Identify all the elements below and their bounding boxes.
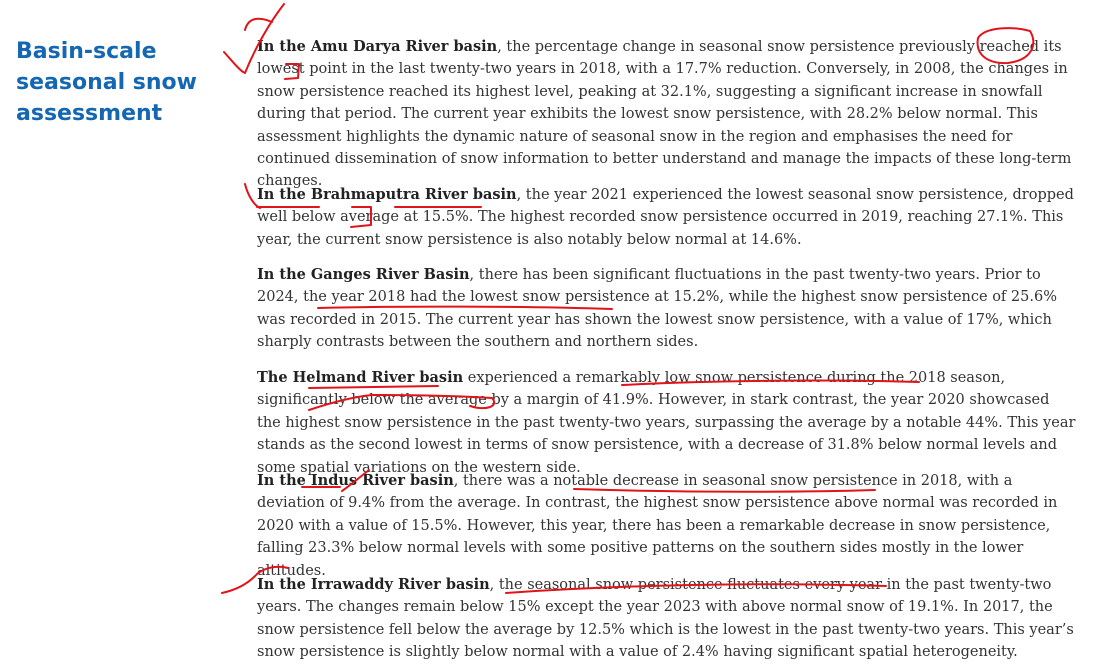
paragraph-body: , there has been significant fluctuations in the past twenty-two years. Prior to 2024, the year 2018 had the lowest snow persistence at 15.2%, while the highest snow persistence of 25.6% was recorded in 2015. The current year has shown the lowest snow persistence, with a value of 17%, which sharply contrasts between the southern and northern sides. [257, 267, 1057, 351]
bracket-mark [245, 19, 272, 30]
ganges-paragraph [257, 264, 1077, 354]
paragraph-body: experienced a remarkably low snow persistence during the 2018 season, significantly below the average by a margin of 41.9%. However, in stark contrast, the year 2020 showcased the highest snow persistence in the past twenty-two years, surpassing the average by a notable 44%. This year stands as the second lowest in terms of snow persistence, with a decrease of 31.8% below normal levels and some spatial variations on the western side. [257, 370, 1076, 476]
irrawaddy-paragraph [257, 574, 1077, 664]
paragraph-body: , the year 2021 experienced the lowest seasonal snow persistence, dropped well below average at 15.5%. The highest recorded snow persistence occurred in 2019, reaching 27.1%. This year, the current snow persistence is also notably below normal at 14.6%. [257, 187, 1074, 248]
section-heading-line-3: assessment [16, 101, 163, 126]
paragraph-body: , there was a notable decrease in seasonal snow persistence in 2018, with a deviation of 9.4% from the average. In contrast, the highest snow persistence above normal was recorded in 2020 with a value of 15.5%. However, this year, there has been a remarkable decrease in snow persistence, falling 23.3% below normal levels with some positive patterns on the southern sides mostly in the lower altitudes. [257, 473, 1058, 579]
section-heading-line-2: seasonal snow [16, 70, 197, 95]
helmand-paragraph [257, 367, 1077, 479]
basin-name: In the Brahmaputra River basin [257, 186, 517, 203]
basin-name: The Helmand River basin [257, 369, 464, 386]
indus-paragraph [257, 470, 1077, 582]
basin-name: In the Indus River basin [257, 472, 454, 489]
basin-name: In the Ganges River Basin [257, 266, 470, 283]
paragraph-body: , the percentage change in seasonal snow persistence previously reached its lowest point in the last twenty-two years in 2018, with a 17.7% reduction. Conversely, in 2008, the changes in snow persistence reached its highest level, peaking at 32.1%, suggesting a significant increase in snowfall during that period. The current year exhibits the lowest snow persistence, with 28.2% below normal. This assessment highlights the dynamic nature of seasonal snow in the region and emphasises the need for continued dissemination of snow information to better understand and manage the impacts of these long-term changes. [257, 39, 1072, 190]
basin-name: In the Irrawaddy River basin [257, 576, 490, 593]
amu-darya-paragraph [257, 36, 1077, 193]
basin-name: In the Amu Darya River basin [257, 38, 498, 55]
brahmaputra-paragraph [257, 184, 1077, 251]
paragraph-body: , the seasonal snow persistence fluctuates every year in the past twenty-two years. The changes remain below 15% except the year 2023 with above normal snow of 19.1%. In 2017, the snow persistence fell below the average by 12.5% which is the lowest in the past twenty-two years. This year’s snow persistence is slightly below normal with a value of 2.4% having significant spatial heterogeneity. [257, 577, 1074, 661]
section-heading [16, 36, 216, 129]
section-heading-line-1: Basin-scale [16, 39, 157, 64]
